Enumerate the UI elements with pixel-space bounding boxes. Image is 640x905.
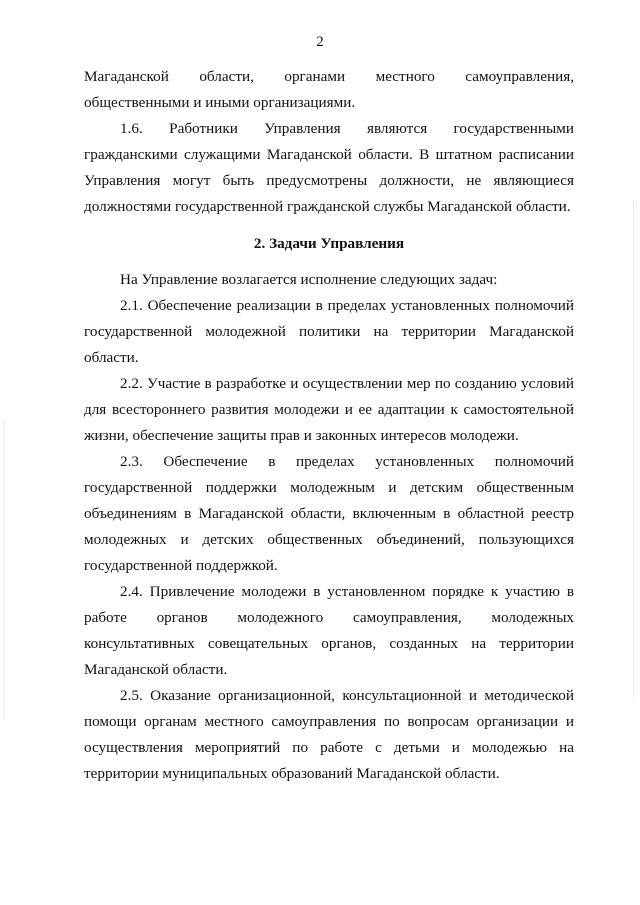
- paragraph-2-5: 2.5. Оказание организационной, консультационной и методической помощи органам местного самоуправления по вопросам организации и осуществления мероприятий по работе с детьми и молодежью на территории муниципальных образований Магаданской области.: [84, 687, 574, 782]
- section-heading: 2. Задачи Управления: [253, 235, 405, 252]
- paragraph-continuation: Магаданской области, органами местного самоуправления, общественными и иными организациями.: [84, 68, 574, 111]
- paragraph-2-2: 2.2. Участие в разработке и осуществлении мер по созданию условий для всестороннего развития молодежи и ее адаптации к самостоятельной жизни, обеспечение защиты прав и законных интересов молодежи.: [84, 375, 574, 444]
- page-number: 2: [316, 34, 324, 50]
- scan-edge-marks-left: [3, 420, 8, 720]
- paragraph-1-6: 1.6. Работники Управления являются государственными гражданскими служащими Магаданской области. В штатном расписании Управления могут быть предусмотрены должности, не являющиеся должностями государственной гражданской службы Магаданской области.: [84, 120, 574, 215]
- paragraph-2-1: 2.1. Обеспечение реализации в пределах установленных полномочий государственной молодежной политики на территории Магаданской области.: [84, 297, 574, 366]
- paragraph-2-4: 2.4. Привлечение молодежи в установленном порядке к участию в работе органов молодежного самоуправления, молодежных консультативных совещательных органов, созданных на территории Магаданской области.: [84, 583, 574, 678]
- scan-edge-marks: [629, 200, 634, 700]
- paragraph-intro: На Управление возлагается исполнение следующих задач:: [120, 271, 498, 288]
- paragraph-2-3: 2.3. Обеспечение в пределах установленных полномочий государственной поддержки молодежным и детским общественным объединениям в Магаданской области, включенным в областной реестр молодежных и детских общественных объединений, пользующихся государственной поддержкой.: [84, 453, 574, 574]
- document-body: [84, 64, 574, 787]
